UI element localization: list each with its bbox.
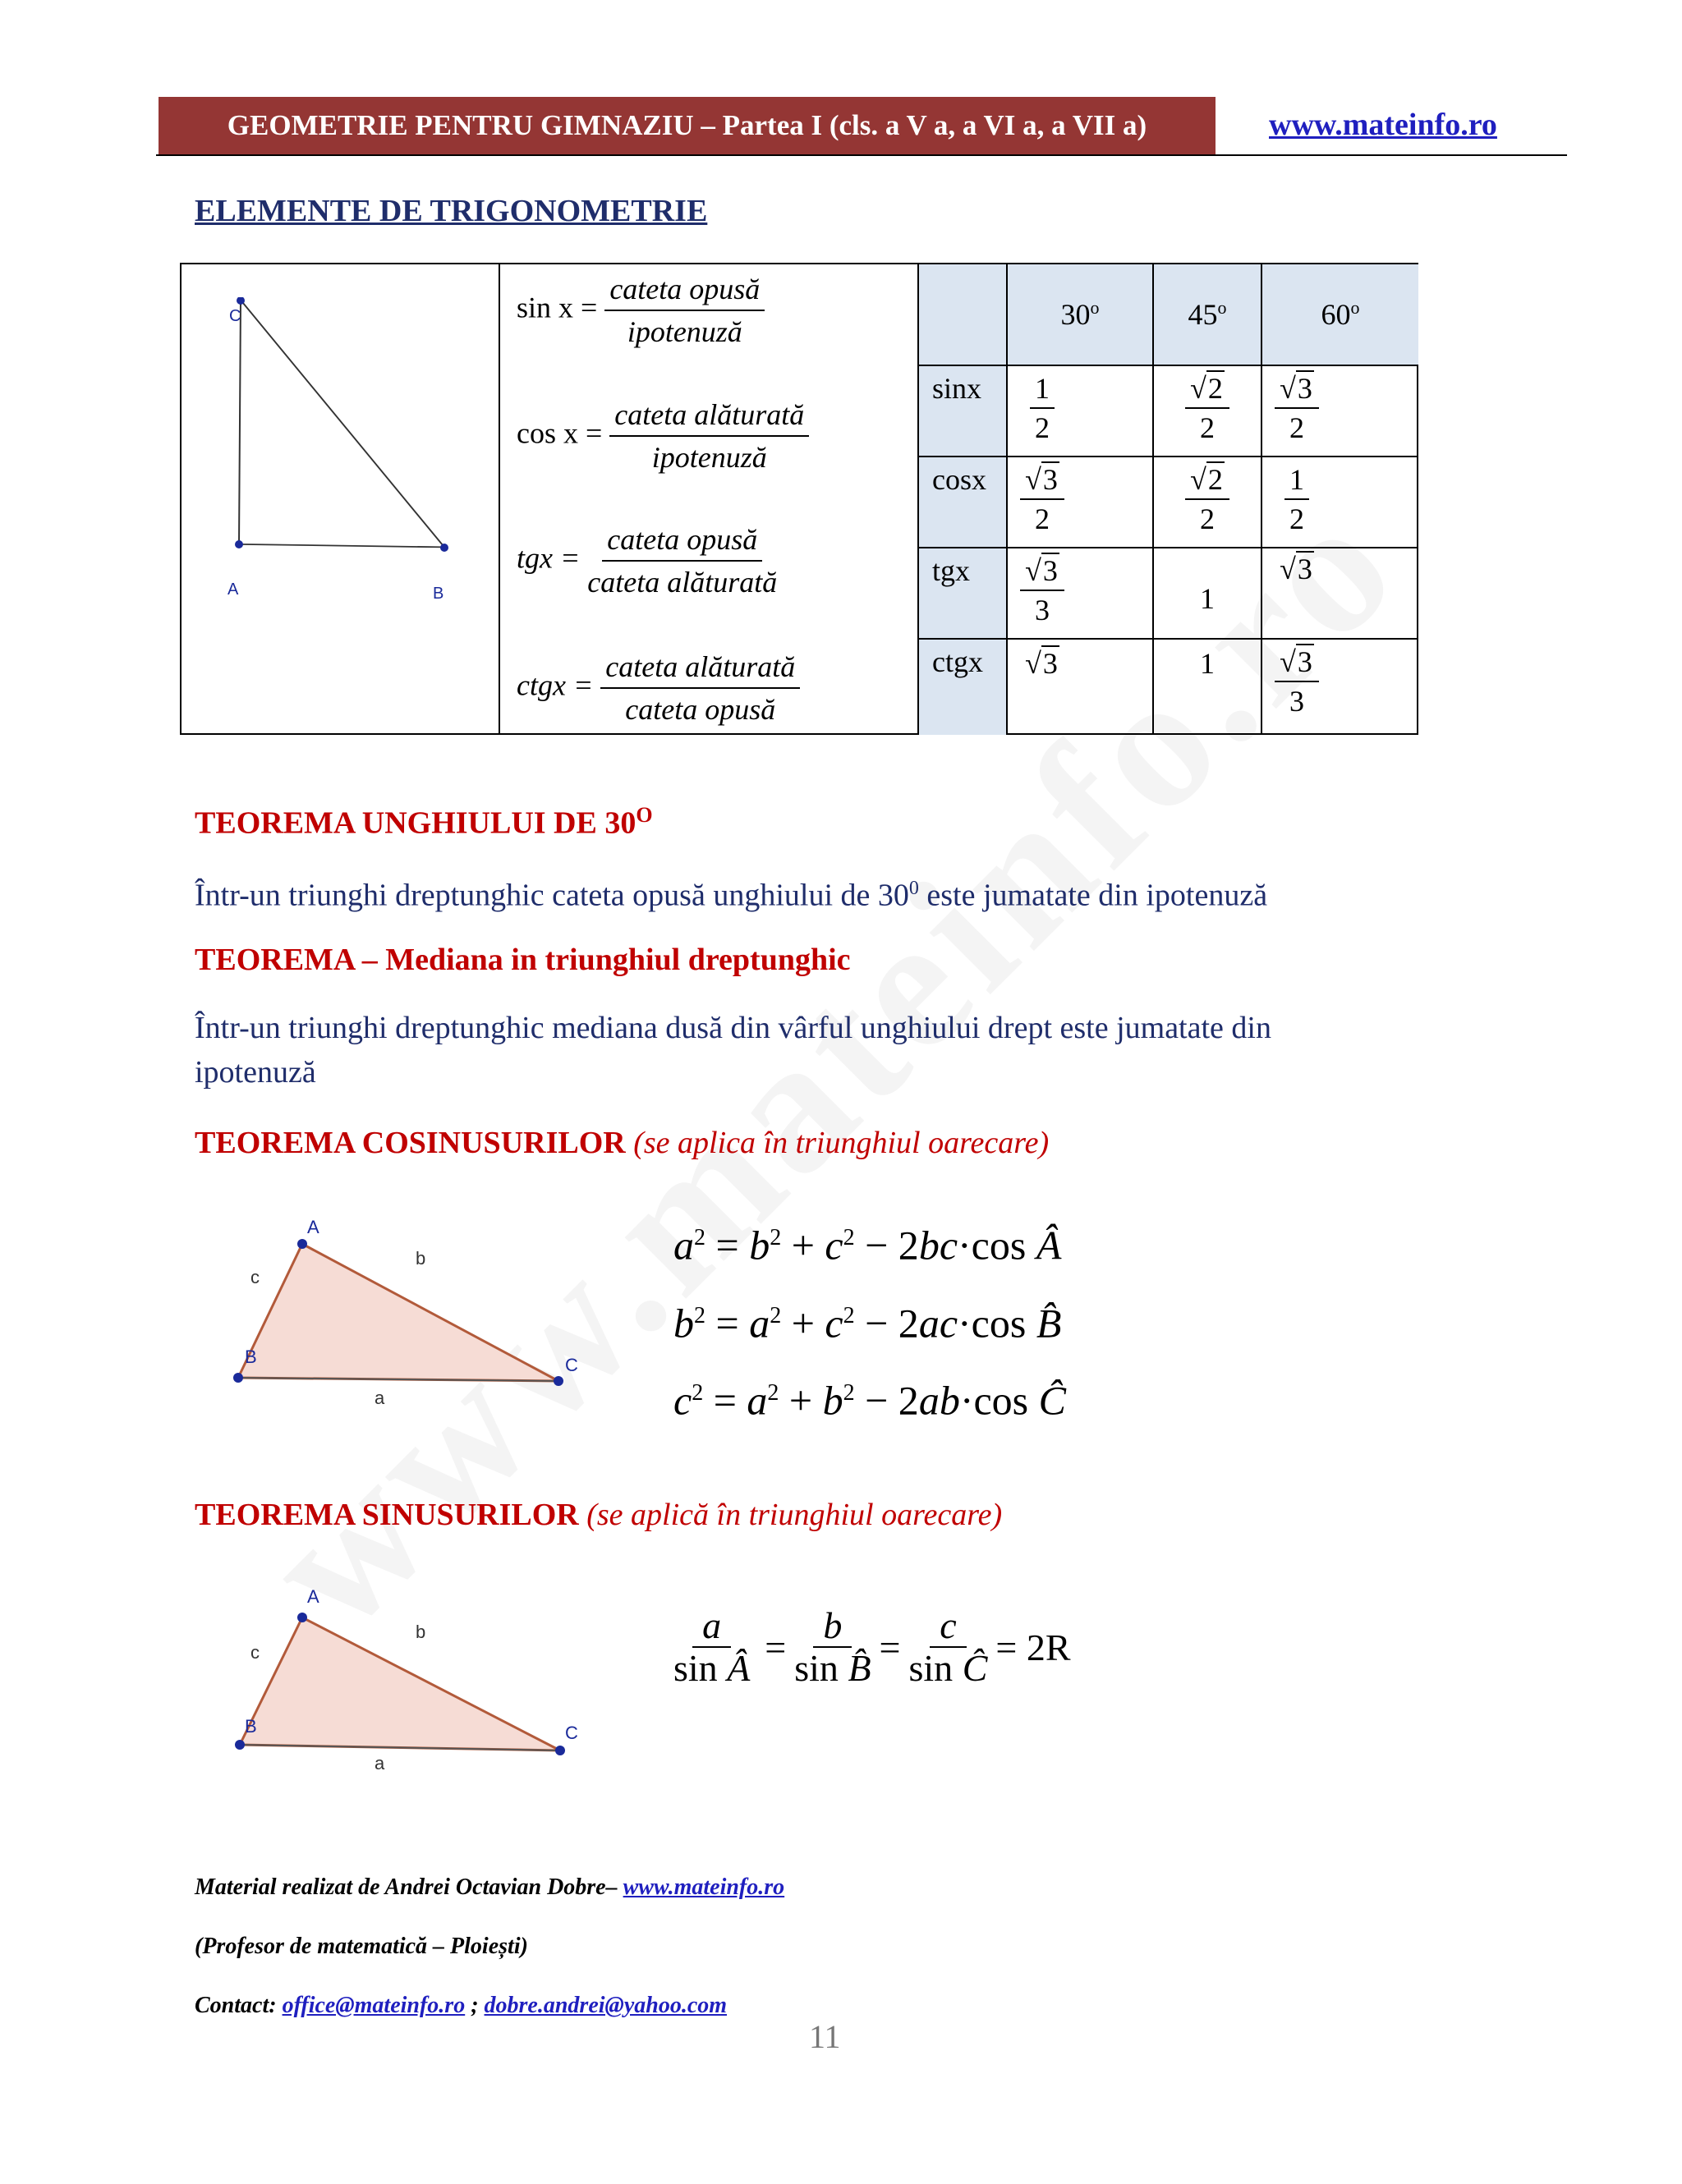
section-title: ELEMENTE DE TRIGONOMETRIE [195,194,708,228]
sin-label-C: C [565,1723,578,1743]
cos-label-a: a [375,1388,385,1408]
cos-label-c: c [250,1267,260,1287]
footer-profession: (Profesor de matematică – Ploiești) [195,1934,528,1959]
table-cell: √3 [1280,553,1312,585]
row-label-cos: cosx [932,463,986,496]
sine-equation: $\frac{a}{\text{sin Â}}$ = $\frac{b}{\text{sin B̂}}$ = $\frac{c}{\text{sin Ĉ}}$ = 2R [673,1604,1071,1689]
label-c: C [229,307,241,325]
cosine-theorem-title: TEOREMA COSINUSURILOR (se aplica în triunghiul oarecare) [195,1126,1050,1160]
header-divider [156,154,1567,156]
cos-label-B: B [245,1347,257,1367]
vertex-a [235,540,243,548]
median-theorem-text: Într-un triunghi dreptunghic mediana dusă din vârful unghiului drept este jumatate din ipotenuză [195,1011,1271,1090]
header-title: GEOMETRIE PENTRU GIMNAZIU – Partea I (cls. a V a, a VI a, a VII a) [227,109,1147,141]
footer-email1-link[interactable]: office@mateinfo.ro [282,1993,466,2018]
trig-table [180,263,1418,735]
table-cell: $\frac{√3}{3}$ [1018,552,1067,629]
table-cell: √3 [1025,647,1058,680]
ctg-formula: ctgx = $\frac{\text{cateta alăturată}}{\text{cateta opusă}}$ [517,646,800,730]
header-url-link[interactable]: www.mateinfo.ro [1269,108,1497,142]
row-label-sin: sinx [932,372,982,405]
right-triangle-diagram [198,297,477,568]
sin-label-a: a [375,1753,385,1773]
footer-author: Material realizat de Andrei Octavian Dobre– www.mateinfo.ro [195,1874,785,1900]
table-cell: $\frac{√2}{2}$ [1154,461,1261,538]
sine-theorem-title: TEOREMA SINUSURILOR (se aplică în triunghiul oarecare) [195,1498,1003,1532]
cosine-equation-line: $b^2 = a^2 + c^2 - 2ac\cdot\cos$ B̂ [673,1300,1062,1347]
footer-contact: Contact: office@mateinfo.ro ; dobre.andrei@yahoo.com [195,1993,728,2018]
footer-site-link[interactable]: www.mateinfo.ro [623,1874,785,1900]
sin-label-B: B [245,1716,257,1737]
row-label-tg: tgx [932,554,971,587]
cosine-equation-line: $c^2 = a^2 + b^2 - 2ab\cdot\cos$ Ĉ [673,1377,1066,1424]
cos-formula: cos x = $\frac{\text{cateta alăturată}}{\text{ipotenuză}}$ [517,394,809,478]
cos-label-b: b [416,1248,426,1269]
table-cell: $\frac{√2}{2}$ [1154,369,1261,447]
median-theorem-title: TEOREMA – Mediana in triunghiul dreptunghic [195,943,851,977]
label-b: B [433,585,444,603]
theorem30-text: Într-un triunghi dreptunghic cateta opusă unghiului de $30^0$ este jumatate din ipotenuză [195,878,1268,913]
table-cell: $\frac{√3}{3}$ [1272,643,1321,720]
sin-label-b: b [416,1622,426,1642]
sin-label-c: c [250,1642,260,1663]
cosine-equations [673,1203,1066,1436]
cos-label-A: A [307,1217,319,1237]
cos-label-C: C [565,1355,578,1375]
sin-label-A: A [307,1586,319,1607]
cosine-equation-line: $a^2 = b^2 + c^2 - 2bc\cdot\cos$ Â [673,1222,1062,1269]
col-header-60: 60$^o$ [1321,297,1360,331]
row-label-ctg: ctgx [932,645,983,678]
cosine-triangle-diagram [230,1207,608,1420]
vertex-b [440,544,448,552]
table-cell: $\frac{1}{2}$ [1018,369,1067,447]
footer-email2-link[interactable]: dobre.andrei@yahoo.com [484,1993,728,2018]
page-number: 11 [809,2018,841,2055]
label-a: A [227,580,239,599]
theorem30-title: TEOREMA UNGHIULUI DE $30^O$ [195,803,653,841]
table-label-shade [919,366,1008,735]
sin-formula: sin x = $\frac{\text{cateta opusă}}{\text{ipotenuză}}$ [517,268,765,352]
tg-formula: tgx = $\frac{\text{cateta opusă}}{\text{cateta alăturată}}$ [517,519,777,603]
table-cell: 1 [1200,582,1215,615]
col-header-45: 45$^o$ [1188,297,1227,331]
table-cell: $\frac{√3}{2}$ [1018,461,1067,538]
col-header-30: 30$^o$ [1060,297,1100,331]
table-cell: 1 [1200,647,1215,680]
table-cell: $\frac{√3}{2}$ [1272,369,1321,447]
table-cell: $\frac{1}{2}$ [1272,461,1321,538]
